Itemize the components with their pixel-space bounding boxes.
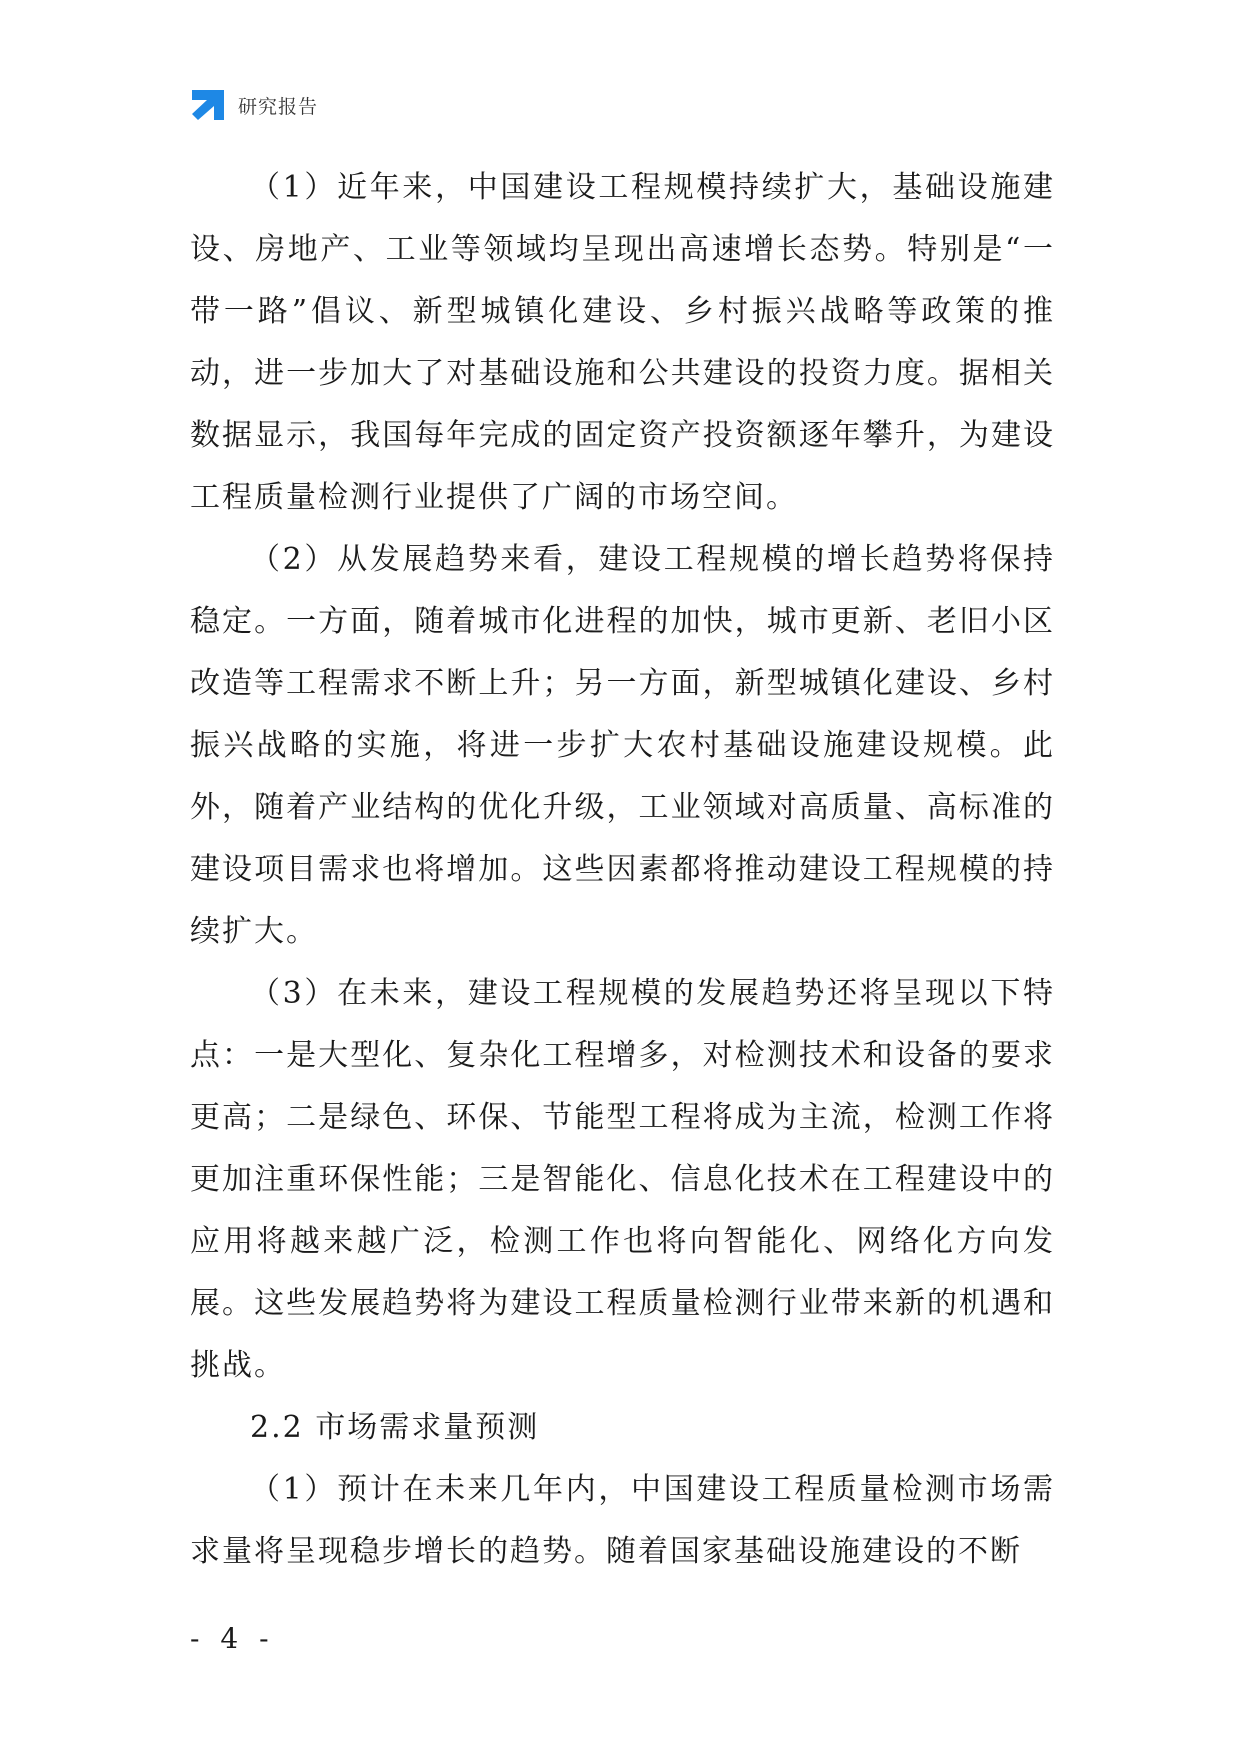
header-title: 研究报告: [238, 95, 319, 118]
arrow-logo-icon: [190, 88, 226, 122]
section-heading: 2.2 市场需求量预测: [250, 1410, 540, 1445]
paragraph-2: （2）从发展趋势来看，建设工程规模的增长趋势将保持稳定。一方面，随着城市化进程的加快，城市更新、老旧小区改造等工程需求不断上升；另一方面，新型城镇化建设、乡村振兴战略的实施，将进一步扩大农村基础设施建设规模。此外，随着产业结构的优化升级，工业领域对高质量、高标准的建设项目需求也将增加。这些因素都将推动建设工程规模的持续扩大。: [190, 542, 1055, 949]
page-number: - 4 -: [190, 1622, 275, 1655]
paragraph-3: （3）在未来，建设工程规模的发展趋势还将呈现以下特点：一是大型化、复杂化工程增多，对检测技术和设备的要求更高；二是绿色、环保、节能型工程将成为主流，检测工作将更加注重环保性能；三是智能化、信息化技术在工程建设中的应用将越来越广泛，检测工作也将向智能化、网络化方向发展。这些发展趋势将为建设工程质量检测行业带来新的机遇和挑战。: [190, 976, 1055, 1383]
paragraph-1: （1）近年来，中国建设工程规模持续扩大，基础设施建设、房地产、工业等领域均呈现出高速增长态势。特别是“一带一路”倡议、新型城镇化建设、乡村振兴战略等政策的推动，进一步加大了对基础设施和公共建设的投资力度。据相关数据显示，我国每年完成的固定资产投资额逐年攀升，为建设工程质量检测行业提供了广阔的市场空间。: [190, 170, 1055, 515]
page-header: [190, 88, 318, 122]
report-body: [190, 157, 1055, 1583]
paragraph-4: （1）预计在未来几年内，中国建设工程质量检测市场需求量将呈现稳步增长的趋势。随着国家基础设施建设的不断: [190, 1472, 1055, 1569]
